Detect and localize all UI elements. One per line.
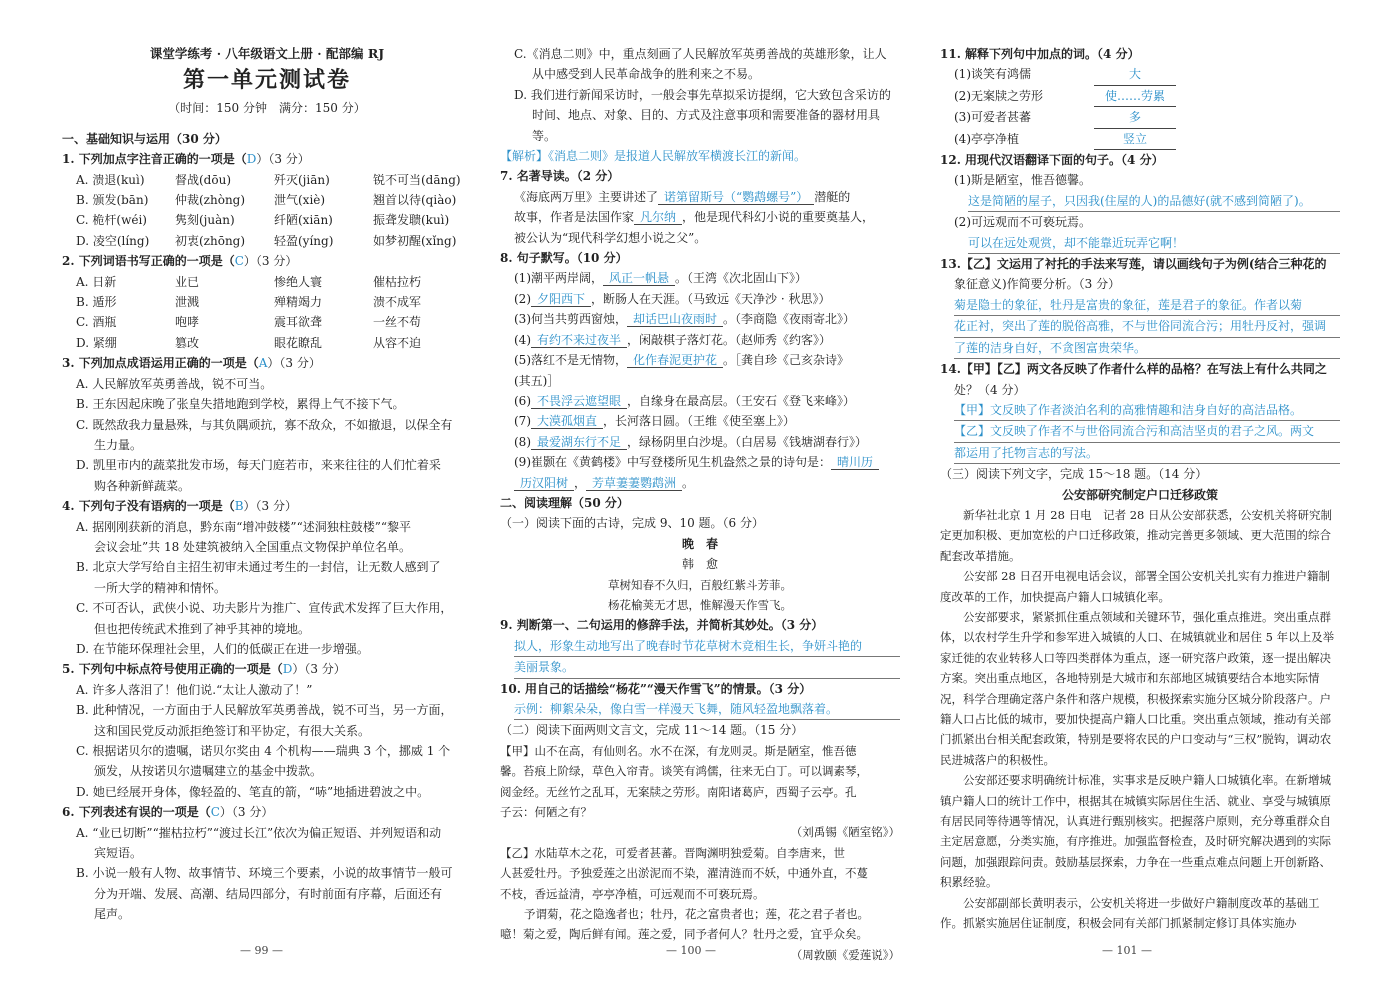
answer-blank: 却话巴山夜雨时: [627, 312, 723, 327]
option-row: [62, 312, 472, 332]
question-10: 10. 用自己的话描绘“杨花”“漫天作雪飞”的情景。（3 分） 示例：柳絮朵朵，像白雪一样漫天飞舞，随风轻盈地飘落着。: [500, 679, 900, 721]
word-item: [940, 107, 1340, 128]
word-item: [940, 86, 1340, 107]
item-text: ，长河落日圆。（王维《使至塞上》）: [603, 414, 796, 429]
answer-blank: 历汉阳树: [514, 476, 574, 491]
answer-line: 【甲】文反映了作者淡泊名利的高雅情趣和洁身自好的高洁品格。: [954, 400, 1340, 421]
option-cell: 催枯拉朽: [373, 274, 422, 289]
item-text: 。（王湾《次北固山下》）: [675, 271, 808, 286]
column-middle: [500, 44, 900, 965]
item-text: ，闲敲棋子落灯花。（赵师秀《约客》）: [627, 332, 832, 347]
poem-title: 晚 春: [681, 536, 718, 551]
text-line: D. 凯里市内的蔬菜批发市场，每天门庭若市，来来往往的人们忙着采: [76, 458, 441, 473]
text-line: C. 根据诺贝尔的遗嘱，诺贝尔奖由 4 个机构——瑞典 3 个，挪威 1 个: [76, 744, 451, 758]
classical-line: 人甚爱牡丹。予独爱莲之出淤泥而不染，濯清涟而不妖，中通外直，不蔓: [500, 866, 868, 881]
option-cell: C. 桅杆(wéi): [76, 213, 147, 228]
item-text: (1)谈笑有鸿儒: [954, 67, 1031, 82]
option-cell: 泄气(xiè): [274, 193, 326, 208]
option-cell: 咆哮: [175, 315, 200, 330]
question-11: 11. 解释下列句中加点的词。（4 分） (1)谈笑有鸿儒 大 (2)无案牍之劳形 使……劳累 (3)可爱者甚蕃 多 (4)亭亭净植 竖立: [940, 44, 1340, 150]
item-text: (7): [514, 414, 531, 429]
page-title: 第一单元测试卷: [182, 68, 351, 94]
answer: C: [210, 805, 220, 820]
item-text: (2): [514, 291, 531, 306]
page-number-100: — 100 —: [666, 944, 716, 957]
dictation-item: [500, 432, 900, 452]
answer-line: 【乙】文反映了作者不与世俗同流合污和高洁坚贞的君子之风。两文: [954, 421, 1340, 442]
dictation-item: [500, 330, 900, 350]
source-citation: （周敦颐《爱莲说》）: [790, 947, 900, 962]
answer: D: [282, 662, 293, 677]
classical-line: 子云：何陋之有？: [500, 805, 592, 820]
article-paragraph: 公安部副部长黄明表示，公安机关将进一步做好户籍制度改革的基础工作。抓紧实施居住证制度，积极会同有关部门抓紧制定修订具体实施办: [940, 895, 1320, 931]
text-line: 购各种新鲜蔬菜。: [94, 478, 191, 493]
text-line: 会议会址”共 18 处建筑被纳入全国重点文物保护单位名单。: [94, 539, 412, 554]
answer-blank: 不畏浮云遮望眼: [531, 394, 627, 409]
column-right: [940, 44, 1340, 933]
dictation-item: [500, 350, 900, 370]
exam-time: （时间：150 分钟 满分：150 分）: [168, 101, 366, 116]
section-heading: 一、基础知识与运用（30 分）: [62, 131, 227, 146]
dictation-item: [500, 289, 900, 309]
article-paragraph: 新华社北京 1 月 28 日电 记者 28 日从公安部获悉，公安机关将研究制定更加积极、更加宽松的户口迁移政策，推动完善更多领域、更大范围的综合配套改革措施。: [940, 507, 1333, 563]
option-cell: B. 颁发(bān): [76, 193, 149, 208]
classical-line: 不枝，香远益清，亭亭净植，可远观而不可亵玩焉。: [500, 886, 765, 901]
question-4: 4. 下列句子没有语病的一项是（B）（3 分） A. 据刚刚获新的消息，黔东南“增冲鼓楼”“述洞独柱鼓楼”“黎平 会议会址”共 18 处建筑被纳入全国重点文物保护单位名单。 B. 北京大学写给自主招生初审未通过考生的一封信，让无数人感到了 一所大学的精神和情怀。 C. 不可否认，武侠小说、功夫影片为推广、宣传武术发挥了巨大作用， 但也把传统武术推到了神乎其神的境地。 D. 在节能环保理社会里，人们的低碳正在进一步增强。: [62, 496, 472, 659]
option-cell: 惨绝人寰: [274, 274, 323, 289]
answer-line: 都运用了托物言志的写法。: [954, 443, 1340, 464]
article-title: 公安部研究制定户口迁移政策: [1061, 487, 1218, 502]
classical-line: 馨。苔痕上阶绿，草色入帘青。谈笑有鸿儒，往来无白丁。可以调素琴，: [500, 764, 868, 779]
text-line: 但也把传统武术推到了神乎其神的境地。: [94, 621, 311, 636]
reading-intro: （二）阅读下面两则文言文，完成 11～14 题。（15 分）: [500, 723, 804, 738]
question-3: 3. 下列加点成语运用正确的一项是（A）（3 分） A. 人民解放军英勇善战，锐不可当。 B. 王东因起床晚了张皇失措地跑到学校，累得上气不接下气。 C. 既然敌我力量悬殊，与其负隅顽抗，寡不敌众，不如撤退，以保全有 生力量。 D. 凯里市内的蔬菜批发市场，每天门庭若市，来来往往的人们忙着采 购各种新鲜蔬菜。: [62, 353, 472, 496]
column-left: [62, 44, 472, 925]
item-text: 。（李商隐《夜雨寄北》）: [723, 312, 856, 327]
classical-line: 噫！菊之爱，陶后鲜有闻。莲之爱，同予者何人？牡丹之爱，宜乎众矣。: [500, 927, 868, 942]
text-line: 宾短语。: [94, 846, 143, 861]
text-line: 生力量。: [94, 437, 143, 452]
item-text: (3)可爱者甚蕃: [954, 110, 1031, 125]
option-row: [62, 190, 472, 210]
classical-line: 【甲】山不在高，有仙则名。水不在深，有龙则灵。斯是陋室，惟吾德: [500, 743, 857, 758]
option-cell: C. 酒瓶: [76, 315, 117, 330]
text-line: 从中感受到人民革命战争的胜利来之不易。: [532, 67, 761, 82]
answer-blank: 有约不来过夜半: [531, 333, 627, 348]
item-text: (3)何当共剪西窗烛，: [514, 312, 627, 327]
option-cell: A. 日新: [76, 274, 117, 289]
option-cell: 殚精竭力: [274, 295, 323, 310]
reading-intro: （一）阅读下面的古诗，完成 9、10 题。（6 分）: [500, 516, 764, 531]
answer: C: [234, 254, 244, 269]
series-header: 课堂学练考 · 八年级语文上册 · 配部编 RJ: [149, 46, 385, 61]
article-paragraph: 公安部要求，紧紧抓住重点领域和关键环节，强化重点推进。突出重点群体，以农村学生升学和参军进入城镇的人口、在城镇就业和居住 5 年以上及举家迁徙的农业转移人口等四类群体为重点，逐一研究落户政策，逐一提出解决方案。突出重点地区，各地特别是大城市和东部地区城镇要结合本地实际情况，科学合理确定落户条件和落户规模，积极探索实施分区城分阶段落户。户籍人口占比低的城市，要加快提高户籍人口比重。突出重点领域，推动有关部门抓紧出台相关配套政策，特别是要将农民的户口变动与“三权”脱钩，调动农民进城落户的积极性。: [940, 609, 1335, 767]
answer-blank: 风正一帆悬: [603, 271, 675, 286]
answer-blank: 大漠孤烟直: [531, 414, 603, 429]
question-14: 14.【甲】【乙】两文各反映了作者什么样的品格？在写法上有什么共同之 处？（4 分） 【甲】文反映了作者淡泊名利的高雅情趣和洁身自好的高洁品格。 【乙】文反映了作者不与世俗同流合污和高洁坚贞的君子之风。两文 都运用了托物言志的写法。: [940, 359, 1340, 464]
classical-line: 予谓菊，花之隐逸者也；牡丹，花之富贵者也；莲，花之君子者也。: [524, 907, 869, 922]
answer-line: 花正衬，突出了莲的脱俗高雅，不与世俗同流合污；用牡丹反衬，强调: [954, 316, 1340, 337]
option-cell: B. 遁形: [76, 295, 117, 310]
option-cell: 轻盈(yíng): [274, 233, 334, 248]
option-cell: 仲裁(zhòng): [175, 193, 246, 208]
item-text: (2)无案牍之劳形: [954, 88, 1043, 103]
question-7: 7. 名著导读。（2 分） 《海底两万里》主要讲述了 诺第留斯号（“鹦鹉螺号”） 潜艇的 故事，作者是法国作家 凡尔纳 ，他是现代科幻小说的重要奠基人， 被公认为“现代科学幻想小说之父”。: [500, 169, 875, 245]
option-row: [62, 272, 472, 292]
text-line: D. 在节能环保理社会里，人们的低碳正在进一步增强。: [76, 641, 369, 656]
option-row: [62, 231, 472, 251]
item-text: ，自缘身在最高层。（王安石《登飞来峰》）: [627, 393, 856, 408]
option-cell: A. 溃退(kuì): [76, 172, 145, 187]
text-line: C. 既然敌我力量悬殊，与其负隅顽抗，寡不敌众，不如撤退，以保全有: [76, 417, 453, 432]
word-item: [940, 64, 1340, 85]
text-line: D. 我们进行新闻采访时，一般会事先草拟采访提纲，它大致包含采访的: [514, 87, 891, 102]
option-cell: 初衷(zhōng): [175, 233, 246, 248]
item-text: (8): [514, 434, 531, 449]
option-row: [62, 170, 472, 190]
answer-blank: 晴川历: [831, 455, 879, 470]
option-row: [62, 333, 472, 353]
answer: A: [258, 356, 268, 371]
text-line: A. 人民解放军英勇善战，锐不可当。: [76, 376, 273, 391]
question-8: 8. 句子默写。（10 分） (1)潮平两岸阔， 风正一帆悬 。（王湾《次北固山下》） (2) 夕阳西下 ，断肠人在天涯。（马致远《天净沙 · 秋思》） (3)何当共剪西窗烛， 却话巴山夜雨时 。（李商隐《夜雨寄北》） (4) 有约不来过夜半 ，闲敲棋子落灯花。（赵师秀《约客》） (5)落红不是无情物， 化作春泥更护花 。［龚自珍《己亥杂诗》 (其五)］ (6) 不畏浮云遮望眼 ，自缘身在最高层。（王安石《登飞来峰》） (7) 大漠孤烟直 ，长河落日圆。（王维《使至塞上》） (8) 最爱湖东行不足 ，绿杨阴里白沙堤。（白居易《钱塘湖春行》） (9)崔颢在《黄鹤楼》中写登楼所见生机盎然之景的诗句是： 晴川历 历汉阳树 ， 芳草萋萋鹦鹉洲 。: [500, 248, 900, 493]
answer-blank: 使……劳累: [1094, 86, 1176, 107]
poem-line: 草树知春不久归，百般红紫斗芳菲。: [608, 577, 792, 592]
option-cell: 眼花瞭乱: [274, 335, 323, 350]
item-text: 。［龚自珍《己亥杂诗》: [723, 353, 850, 368]
page-number-99: — 99 —: [240, 944, 283, 957]
text-line: B. 此种情况，一方面由于人民解放军英勇善战，锐不可当，另一方面，: [76, 703, 453, 718]
item-text: ，断肠人在天涯。（马致远《天净沙 · 秋思》）: [591, 291, 831, 306]
option-cell: 如梦初醒(xǐng): [373, 233, 457, 248]
option-cell: D. 紧绷: [76, 335, 117, 350]
dictation-item: [500, 309, 900, 329]
question-9: 9. 判断第一、二句运用的修辞手法，并简析其妙处。（3 分） 拟人，形象生动地写出了晚春时节花草树木竞相生长，争妍斗艳的 美丽景象。: [500, 615, 900, 678]
classical-line: 【乙】水陆草木之花，可爱者甚蕃。晋陶渊明独爱菊。自李唐来，世: [500, 845, 845, 860]
answer-line: 菊是隐士的象征，牡丹是富贵的象征，莲是君子的象征。作者以菊: [954, 295, 1340, 316]
text-line: A. “业已切断”“摧枯拉朽”“渡过长江”依次为偏正短语、并列短语和动: [76, 825, 442, 840]
text-line: C.《消息二则》中，重点刻画了人民解放军英勇善战的英雄形象，让人: [514, 47, 887, 61]
option-cell: 一丝不苟: [373, 315, 422, 330]
item-text: (6): [514, 393, 531, 408]
poem-author: 韩 愈: [681, 557, 718, 572]
option-cell: 振聋发聩(kuì): [373, 213, 450, 228]
answer-blank: 芳草萋萋鹦鹉洲: [586, 476, 682, 491]
option-cell: 锐不可当(dāng): [373, 172, 461, 187]
answer: D: [246, 152, 257, 167]
reading-intro: （三）阅读下列文字，完成 15～18 题。（14 分）: [940, 467, 1208, 482]
text-line: 尾声。: [94, 907, 131, 922]
text-line: 这和国民党反动派拒绝签订和平协定，有很大关系。: [94, 723, 371, 738]
question-12: 12. 用现代汉语翻译下面的句子。（4 分） (1)斯是陋室，惟吾德馨。 这是简陋的屋子，只因我(住屋的人)的品德好(就不感到简陋了)。 (2)可远观而不可亵玩焉。 可以在远处观赏，却不能靠近玩弄它啊！: [940, 150, 1340, 254]
text-line: A. 据刚刚获新的消息，黔东南“增冲鼓楼”“述洞独柱鼓楼”“黎平: [76, 519, 411, 534]
answer-blank: 最爱湖东行不足: [531, 435, 627, 450]
option-cell: D. 凌空(líng): [76, 233, 150, 248]
question-13: 13.【乙】文运用了衬托的手法来写莲，请以画线句子为例(结合三种花的 象征意义)作简要分析。（3 分） 菊是隐士的象征，牡丹是富贵的象征，莲是君子的象征。作者以菊 花正衬，突出了莲的脱俗高雅，不与世俗同流合污；用牡丹反衬，强调 了莲的洁身自好，不贪图富贵荣华。: [940, 254, 1340, 359]
option-cell: 督战(dōu): [175, 172, 231, 187]
answer-blank: 诺第留斯号（“鹦鹉螺号”）: [658, 190, 814, 205]
option-cell: 翘首以待(qiào): [373, 193, 457, 208]
option-cell: 震耳欲聋: [274, 315, 323, 330]
option-cell: 歼灭(jiān): [274, 172, 330, 187]
page-number-101: — 101 —: [1102, 944, 1152, 957]
option-cell: 隽刻(juàn): [175, 213, 235, 228]
text-line: 分为开端、发展、高潮、结局四部分，有时前面有序幕，后面还有: [94, 886, 443, 901]
text-line: B. 北京大学写给自主招生初审未通过考生的一封信，让无数人感到了: [76, 560, 441, 575]
dictation-item: [500, 391, 900, 411]
answer-blank: 多: [1094, 107, 1176, 128]
option-cell: 泄溅: [175, 295, 200, 310]
item-text: (4)亭亭净植: [954, 131, 1019, 146]
answer-blank: 大: [1094, 64, 1176, 85]
text-line: A. 许多人落泪了！他们说.“太让人激动了！”: [76, 682, 313, 697]
text-line: 颁发，从按诺贝尔遗嘱建立的基金中拨款。: [94, 764, 323, 779]
item-text: (4): [514, 332, 531, 347]
text-line: D. 她已经展开身体，像轻盈的、笔直的箭，“哧”地插进碧波之中。: [76, 784, 430, 799]
option-cell: 篡改: [175, 335, 200, 350]
item-text: (5)落红不是无情物，: [514, 353, 627, 368]
answer-blank: 凡尔纳: [634, 210, 682, 225]
dictation-item: [500, 371, 900, 391]
text-line: B. 小说一般有人物、故事情节、环境三个要素，小说的故事情节一般可: [76, 866, 453, 881]
text-line: 一所大学的精神和情怀。: [94, 580, 227, 595]
word-item: [940, 129, 1340, 150]
question-2: 2. 下列词语书写正确的一项是（C）（3 分） A. 日新 业已 惨绝人寰 催枯拉朽 B. 遁形 泄溅 殚精竭力 溃不成军 C. 酒瓶 咆哮 震耳欲聋 一丝不苟 D. 紧绷 篡改 眼花瞭乱 从容不迫: [62, 251, 472, 353]
option-row: [62, 292, 472, 312]
answer: B: [234, 499, 244, 514]
dictation-item: [500, 411, 900, 431]
question-1: 1. 下列加点字注音正确的一项是（D）（3 分） A. 溃退(kuì) 督战(dōu) 歼灭(jiān) 锐不可当(dāng) B. 颁发(bān) 仲裁(zhòng) 泄气(xiè) 翘首以待(qiào) C. 桅杆(wéi) 隽刻(juàn) 纤陋(xiān) 振聋发聩(kuì) D. 凌空(líng) 初衷(zhōng) 轻盈(yíng) 如梦初醒(xǐng): [62, 149, 472, 251]
item-text: (1)潮平两岸阔，: [514, 271, 603, 286]
answer-explanation: 【解析】《消息二则》是报道人民解放军横渡长江的新闻。: [500, 149, 807, 164]
option-cell: 从容不迫: [373, 335, 422, 350]
question-5: 5. 下列句中标点符号使用正确的一项是（D）（3 分） A. 许多人落泪了！他们说.“太让人激动了！” B. 此种情况，一方面由于人民解放军英勇善战，锐不可当，另一方面， 这和国民党反动派拒绝签订和平协定，有很大关系。 C. 根据诺贝尔的遗嘱，诺贝尔奖由 4 个机构——瑞典 3 个，挪威 1 个 颁发，从按诺贝尔遗嘱建立的基金中拨款。 D. 她已经展开身体，像轻盈的、笔直的箭，“哧”地插进碧波之中。: [62, 659, 472, 802]
article-paragraph: 公安部 28 日召开电视电话会议，部署全国公安机关扎实有力推进户籍制度改革的工作，加快提高户籍人口城镇化率。: [940, 569, 1330, 604]
question-6: 6. 下列表述有误的一项是（C）（3 分） A. “业已切断”“摧枯拉朽”“渡过长江”依次为偏正短语、并列短语和动 宾短语。 B. 小说一般有人物、故事情节、环境三个要素，小说的故事情节一般可 分为开端、发展、高潮、结局四部分，有时前面有序幕，后面还有 尾声。: [62, 802, 472, 924]
option-cell: 纤陋(xiān): [274, 213, 333, 228]
classical-line: 阅金经。无丝竹之乱耳，无案牍之劳形。南阳诸葛庐，西蜀子云亭。孔: [500, 784, 857, 799]
option-row: [62, 210, 472, 230]
article-paragraph: 公安部还要求明确统计标准，实事求是反映户籍人口城镇化率。在新增城镇户籍人口的统计工作中，根据其在城镇实际居住生活、就业、享受与城镇原有居民同等待遇等情况，认真进行甄别核实。把握落户原则，充分尊重群众自主定居意愿，分类实施，有序推进。加强监督检查，及时研究解决遇到的实际问题，加强跟踪问责。鼓励基层探索，力争在一些重点难点问题上开创新路、积累经验。: [940, 773, 1331, 890]
item-text: (其五)］: [514, 373, 560, 388]
answer-blank: 化作春泥更护花: [627, 353, 723, 368]
option-cell: 溃不成军: [373, 295, 422, 310]
source-citation: （刘禹锡《陋室铭》）: [790, 825, 900, 840]
poem-line: 杨花榆荚无才思，惟解漫天作雪飞。: [608, 597, 792, 612]
option-cell: 业已: [175, 274, 200, 289]
text-line: C. 不可否认，武侠小说、功夫影片为推广、宣传武术发挥了巨大作用，: [76, 601, 453, 616]
text-line: B. 王东因起床晚了张皇失措地跑到学校，累得上气不接下气。: [76, 397, 405, 412]
answer-line: 了莲的洁身自好，不贪图富贵荣华。: [954, 338, 1340, 359]
answer-blank: 竖立: [1094, 129, 1176, 150]
section-heading: 二、阅读理解（50 分）: [500, 495, 629, 510]
text-line: 时间、地点、对象、目的、方式及注意事项和需要准备的器材用具等。: [532, 108, 881, 143]
item-text: ，绿杨阴里白沙堤。（白居易《钱塘湖春行》）: [627, 434, 868, 449]
answer-blank: 夕阳西下: [531, 292, 591, 307]
dictation-item: [500, 268, 900, 288]
